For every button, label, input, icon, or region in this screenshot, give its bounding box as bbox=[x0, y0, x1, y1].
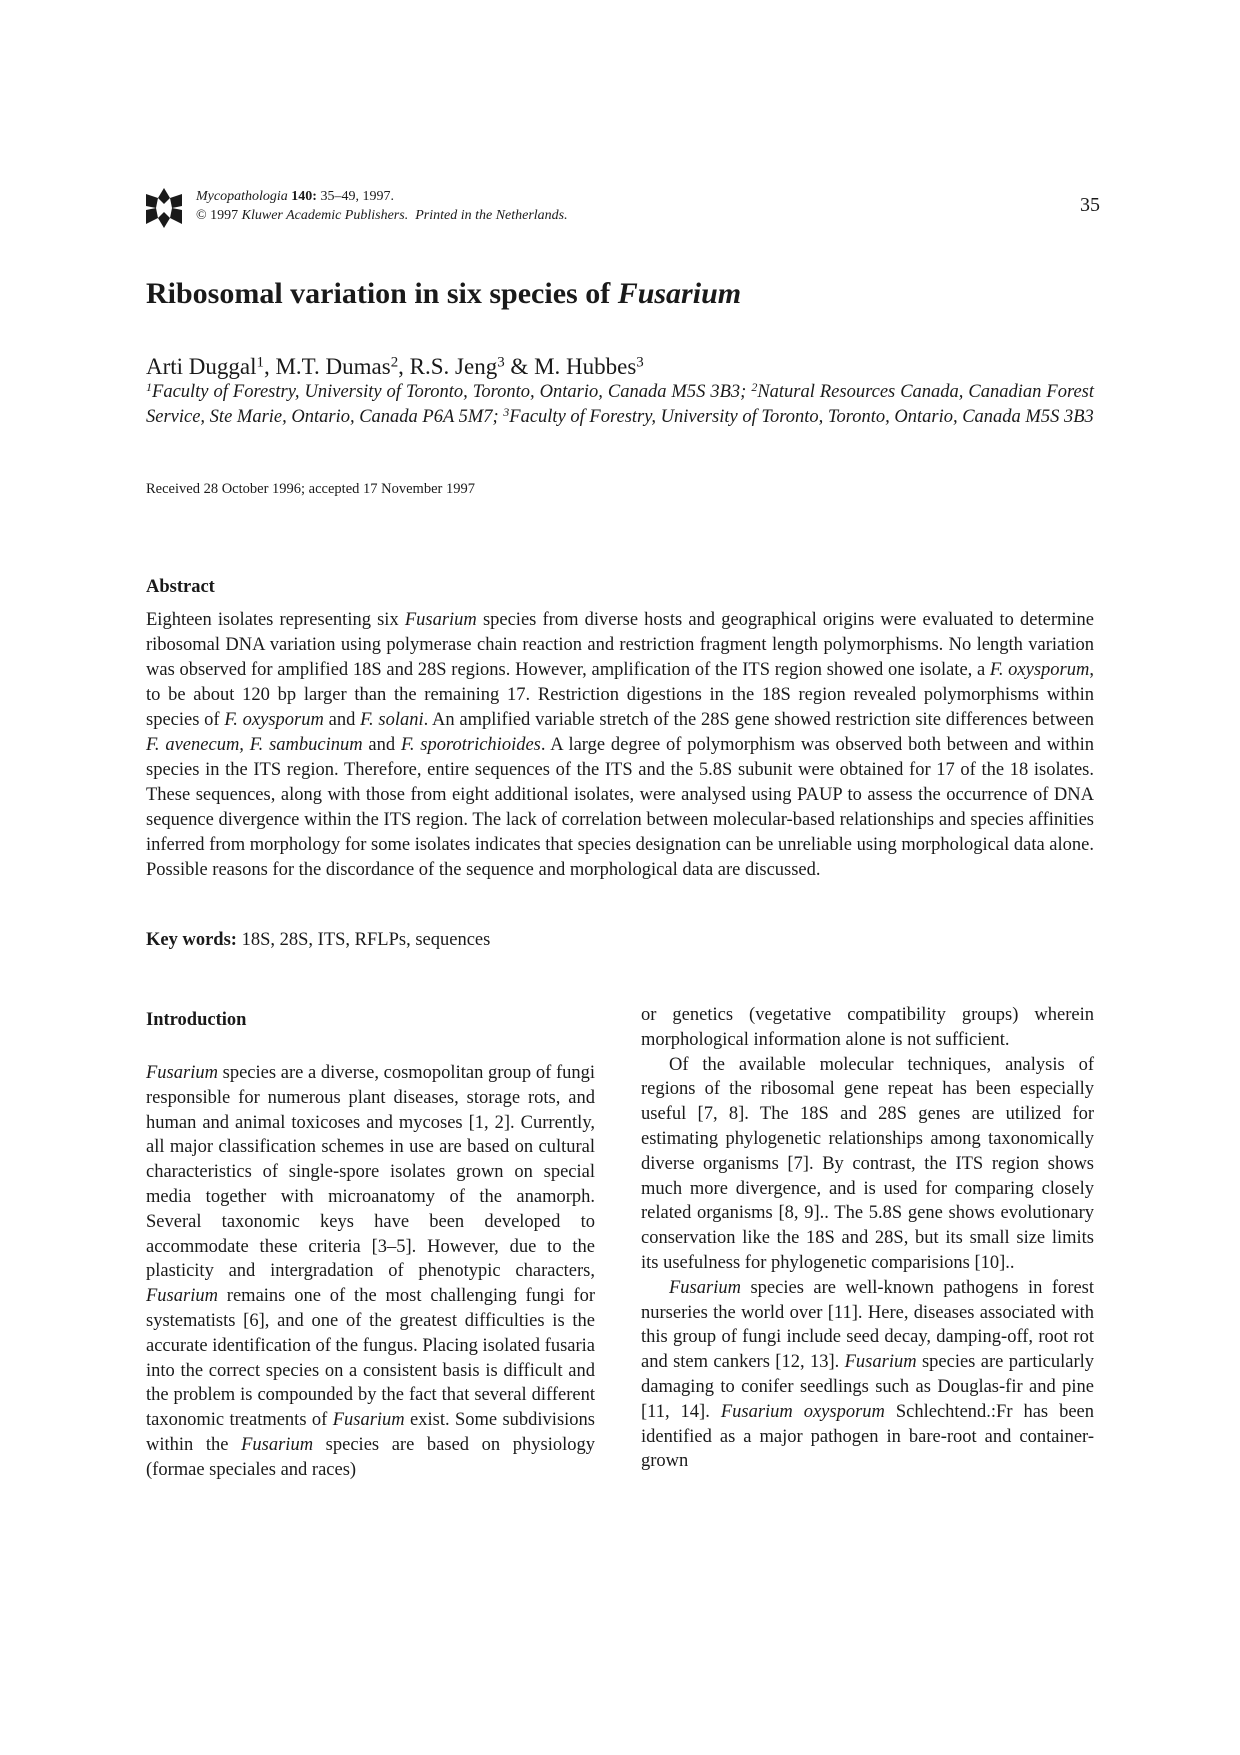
intro-right-italic-term: Fusarium oxysporum bbox=[720, 1401, 885, 1422]
intro-right-text: Of the available molecular techniques, analysis of regions of the ribosomal gene repeat has been especially useful [7, 8]. The 18S and 28S genes are utilized for estimating phylogenetic relationships among taxonomically diverse organisms [7]. By contrast, the ITS region shows much more divergence, and is used for comparing closely related organisms [8, 9].. The 5.8S gene shows evolutionary conservation like the 18S and 28S, but its small size limits its usefulness for phylogenetic comparisions [10].. bbox=[641, 1054, 1094, 1273]
keywords bbox=[146, 928, 1094, 953]
intro-left-paragraph bbox=[146, 1061, 595, 1483]
printed-in: Printed in the Netherlands. bbox=[415, 208, 568, 223]
intro-right-text: or genetics (vegetative compatibility groups) wherein morphological information alone is not sufficient. bbox=[641, 1005, 1094, 1050]
affiliation-text: Faculty of Forestry, University of Toronto, Toronto, Ontario, Canada M5S 3B3 bbox=[509, 407, 1094, 427]
affiliation-marker: 1 bbox=[146, 380, 153, 394]
journal-name: Mycopathologia bbox=[196, 189, 288, 204]
copyright-symbol: © bbox=[196, 208, 207, 223]
abstract-italic-term: F. solani bbox=[360, 710, 424, 730]
intro-left-italic-term: Fusarium bbox=[241, 1434, 314, 1455]
author-list: Arti Duggal$^1$, M.T. Dumas$^2$, R.S. Jeng$^3$ & M. Hubbes$^3$ bbox=[146, 354, 644, 379]
intro-right-paragraph bbox=[641, 1003, 1094, 1053]
author-name: R.S. Jeng bbox=[409, 354, 498, 379]
affiliation-text: Natural Resources Canada, Canadian Forest Service, Ste Marie, Ontario, Canada P6A 5M7; bbox=[146, 382, 1095, 427]
intro-right-italic-term: Fusarium bbox=[669, 1277, 741, 1298]
journal-citation bbox=[196, 188, 394, 206]
intro-left-text: remains one of the most challenging fungi for systematists [6], and one of the greatest difficulties is the accurate identification of the fungus. Placing isolated fusaria into the correct species on a consistent basis is difficult and the problem is compounded by the fact that several different taxonomic treatments of bbox=[146, 1286, 595, 1431]
introduction-heading: Introduction bbox=[146, 1010, 247, 1030]
abstract-italic-term: Fusarium bbox=[404, 610, 477, 630]
affiliation-marker: 3 bbox=[503, 405, 510, 419]
keywords-text: 18S, 28S, ITS, RFLPs, sequences bbox=[241, 930, 491, 950]
abstract-text: and bbox=[323, 710, 361, 730]
intro-right-italic-term: Fusarium bbox=[844, 1352, 917, 1373]
abstract-text: and bbox=[362, 735, 401, 755]
intro-right-text: species are particularly damaging to conifer seedlings such as Douglas-fir and pine [11, 14]. bbox=[641, 1352, 1094, 1422]
abstract-italic-term: F. oxysporum bbox=[989, 660, 1090, 680]
abstract-italic-term: F. oxysporum bbox=[224, 710, 324, 730]
affiliation-marker: 2 bbox=[751, 380, 758, 394]
author-name: Arti Duggal bbox=[146, 354, 257, 379]
intro-left-text: exist. Some subdivisions within the bbox=[146, 1410, 595, 1455]
abstract-text: species from diverse hosts and geographical origins were evaluated to determine ribosomal DNA variation using polymerase chain reaction and restriction fragment length polymorphisms. No length variation was observed for amplified 18S and 28S regions. However, amplification of the ITS region showed one isolate, a bbox=[146, 610, 1094, 680]
abstract-text: , to be about 120 bp larger than the remaining 17. Restriction digestions in the 18S region revealed polymorphisms within species of bbox=[146, 660, 1094, 730]
author-affiliation-marker: 1 bbox=[256, 354, 264, 371]
introduction-left-column bbox=[146, 1061, 595, 1483]
article-title-genus: Fusarium bbox=[617, 277, 742, 310]
intro-right-text: species are well-known pathogens in forest nurseries the world over [11]. Here, diseases associated with this group of fungi include seed decay, damping-off, root rot and stem cankers [12, 13]. bbox=[641, 1277, 1094, 1373]
journal-pages-year: 35–49, 1997. bbox=[320, 189, 394, 204]
abstract-heading: Abstract bbox=[146, 577, 215, 597]
intro-right-text: Schlechtend.:Fr has been identified as a major pathogen in bare-root and container-grown bbox=[641, 1401, 1094, 1472]
abstract-italic-term: F. avenecum, F. sambucinum bbox=[146, 735, 363, 755]
publisher-name: Kluwer Academic Publishers. bbox=[241, 208, 409, 223]
affiliations bbox=[146, 380, 1094, 430]
intro-right-paragraph bbox=[641, 1276, 1094, 1474]
author-name: M. Hubbes bbox=[534, 354, 637, 379]
intro-left-italic-term: Fusarium bbox=[332, 1410, 405, 1431]
author-affiliation-marker: 3 bbox=[497, 354, 505, 371]
kluwer-publisher-logo-icon bbox=[146, 188, 182, 228]
keywords-label: Key words: bbox=[146, 930, 237, 950]
affiliation-text: Faculty of Forestry, University of Toronto, Toronto, Ontario, Canada M5S 3B3; bbox=[152, 382, 747, 402]
author-affiliation-marker: 3 bbox=[636, 354, 644, 371]
article-title bbox=[146, 275, 1096, 313]
abstract-body bbox=[146, 608, 1094, 883]
copyright-year: 1997 bbox=[210, 208, 239, 223]
article-title-text: Ribosomal variation in six species of bbox=[146, 277, 611, 310]
intro-left-text: species are a diverse, cosmopolitan group of fungi responsible for numerous plant diseases, storage rots, and human and animal toxicoses and mycoses [1, 2]. Currently, all major classification schemes in use are based on cultural characteristics of single-spore isolates grown on special media together with microanatomy of the anamorph. Several taxonomic keys have been developed to accommodate these criteria [3–5]. However, due to the plasticity and intergradation of phenotypic characters, bbox=[146, 1063, 595, 1282]
intro-left-italic-term: Fusarium bbox=[146, 1063, 218, 1083]
intro-right-paragraph bbox=[641, 1053, 1094, 1276]
journal-volume: 140: bbox=[291, 189, 317, 204]
author-affiliation-marker: 2 bbox=[390, 354, 399, 371]
abstract-text: Eighteen isolates representing six bbox=[146, 610, 405, 630]
received-dates: Received 28 October 1996; accepted 17 November 1997 bbox=[146, 481, 475, 497]
abstract-text: . A large degree of polymorphism was observed both between and within species in the ITS region. Therefore, entire sequences of the ITS and the 5.8S subunit were obtained for 17 of the 18 isolates. These sequences, along with those from eight additional isolates, were analysed using PAUP to assess the occurrence of DNA sequence divergence within the ITS region. The lack of correlation between molecular-based relationships and species affinities inferred from morphology for some isolates indicates that species designation can be unreliable using morphological data alone. Possible reasons for the discordance of the sequence and morphological data are discussed. bbox=[146, 735, 1095, 880]
abstract-text: . An amplified variable stretch of the 28S gene showed restriction site differences between bbox=[423, 710, 1094, 730]
page-number: 35 bbox=[1080, 194, 1100, 216]
abstract-italic-term: F. sporotrichioides bbox=[400, 735, 541, 755]
introduction-right-column bbox=[641, 1003, 1094, 1474]
intro-left-italic-term: Fusarium bbox=[146, 1286, 218, 1307]
copyright-line bbox=[196, 207, 568, 225]
intro-left-text: species are based on physiology (formae speciales and races) bbox=[146, 1434, 595, 1480]
author-name: M.T. Dumas bbox=[275, 354, 391, 379]
